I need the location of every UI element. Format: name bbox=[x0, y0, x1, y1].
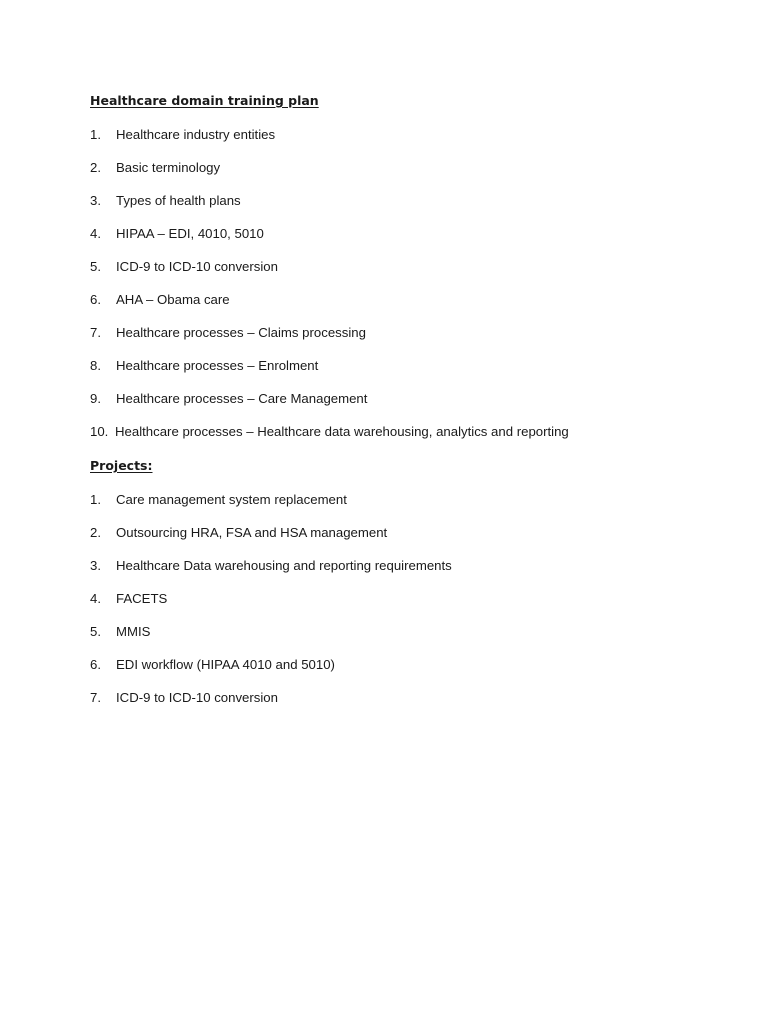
item-number: 3. bbox=[90, 558, 101, 573]
item-number: 1. bbox=[90, 127, 101, 142]
item-text: Healthcare industry entities bbox=[116, 127, 276, 142]
training-item bbox=[90, 292, 230, 308]
item-number: 2. bbox=[90, 525, 101, 540]
item-number: 6. bbox=[90, 657, 101, 672]
item-number: 2. bbox=[90, 160, 101, 175]
training-item bbox=[90, 127, 275, 143]
item-text: FACETS bbox=[116, 591, 168, 606]
project-item bbox=[90, 591, 167, 607]
item-text: Healthcare processes – Healthcare data warehousing, analytics and reporting bbox=[115, 424, 569, 439]
item-text: EDI workflow (HIPAA 4010 and 5010) bbox=[116, 657, 335, 672]
item-text: ICD-9 to ICD-10 conversion bbox=[116, 259, 278, 274]
project-item bbox=[90, 657, 335, 673]
item-number: 6. bbox=[90, 292, 101, 307]
item-text: Outsourcing HRA, FSA and HSA management bbox=[116, 525, 388, 540]
training-item bbox=[90, 226, 264, 242]
item-text: Healthcare processes – Claims processing bbox=[116, 325, 366, 340]
project-item bbox=[90, 624, 150, 640]
item-text: Healthcare processes – Enrolment bbox=[116, 358, 319, 373]
item-text: ICD-9 to ICD-10 conversion bbox=[116, 690, 278, 705]
item-text: Healthcare processes – Care Management bbox=[116, 391, 368, 406]
item-number: 7. bbox=[90, 325, 101, 340]
training-plan-heading: Healthcare domain training plan bbox=[90, 93, 319, 108]
item-number: 1. bbox=[90, 492, 101, 507]
project-item bbox=[90, 558, 452, 574]
projects-heading: Projects: bbox=[90, 458, 153, 473]
training-item bbox=[90, 259, 278, 275]
item-number: 8. bbox=[90, 358, 101, 373]
item-number: 4. bbox=[90, 226, 101, 241]
project-item bbox=[90, 525, 387, 541]
item-number: 4. bbox=[90, 591, 101, 606]
item-text: AHA – Obama care bbox=[116, 292, 230, 307]
item-number: 7. bbox=[90, 690, 101, 705]
item-number: 5. bbox=[90, 624, 101, 639]
item-text: Care management system replacement bbox=[116, 492, 347, 507]
item-number: 9. bbox=[90, 391, 101, 406]
training-item bbox=[90, 424, 569, 440]
item-text: HIPAA – EDI, 4010, 5010 bbox=[116, 226, 264, 241]
project-item bbox=[90, 492, 347, 508]
training-item bbox=[90, 325, 366, 341]
item-text: MMIS bbox=[116, 624, 151, 639]
item-number: 3. bbox=[90, 193, 101, 208]
training-item bbox=[90, 193, 241, 209]
item-number: 10. bbox=[90, 424, 109, 439]
item-text: Basic terminology bbox=[116, 160, 221, 175]
item-number: 5. bbox=[90, 259, 101, 274]
training-item bbox=[90, 160, 220, 176]
project-item bbox=[90, 690, 278, 706]
training-item bbox=[90, 391, 367, 407]
training-item bbox=[90, 358, 318, 374]
item-text: Healthcare Data warehousing and reporting requirements bbox=[116, 558, 452, 573]
item-text: Types of health plans bbox=[116, 193, 241, 208]
